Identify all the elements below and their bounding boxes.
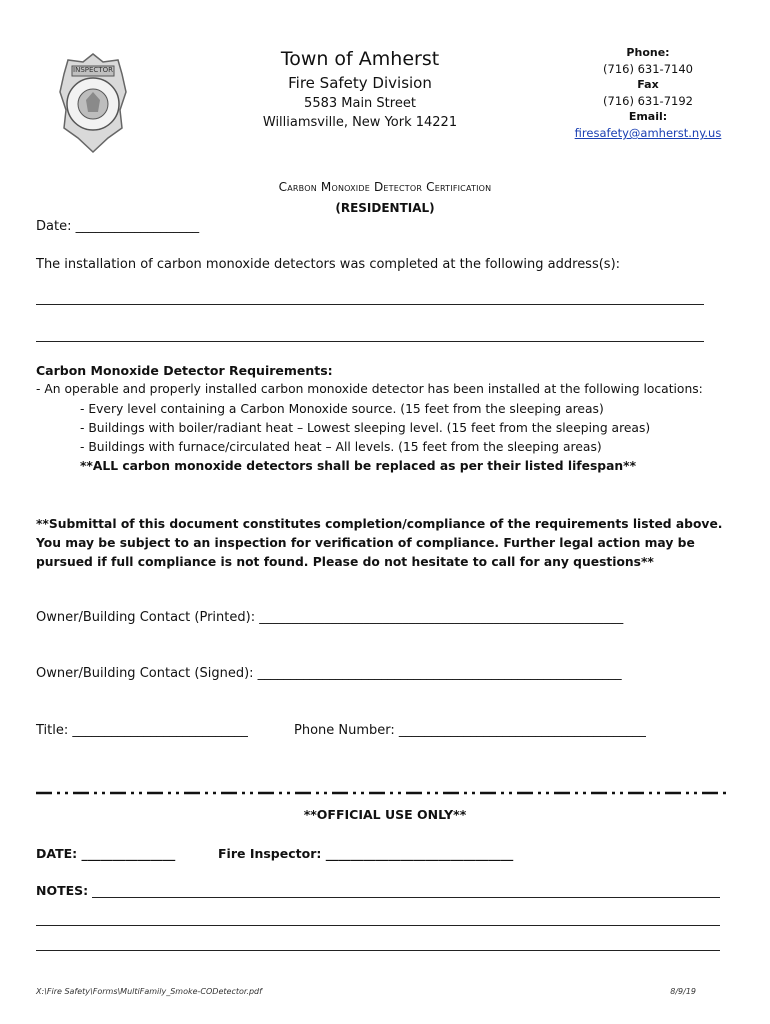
fire-inspector-field[interactable]: Fire Inspector: ______________________________	[218, 846, 514, 861]
requirements-heading: Carbon Monoxide Detector Requirements:	[36, 363, 333, 378]
cut-separator	[36, 786, 730, 796]
requirement-item: - Buildings with furnace/circulated heat – All levels. (15 feet from the sleeping areas)	[80, 440, 602, 454]
email-label: Email:	[628, 110, 668, 123]
notes-label: NOTES:	[36, 883, 89, 898]
official-date-field[interactable]: DATE: _______________	[36, 846, 176, 861]
official-use-heading: **OFFICIAL USE ONLY**	[303, 807, 467, 822]
phone-number-field[interactable]: Phone Number: ______________________________________	[294, 723, 646, 738]
fax-number: (716) 631-7192	[603, 94, 693, 108]
requirements-lead: - An operable and properly installed carbon monoxide detector has been installed at the following locations:	[36, 382, 703, 396]
requirement-item: - Buildings with boiler/radiant heat – Lowest sleeping level. (15 feet from the sleeping areas)	[80, 421, 651, 435]
notes-line-1[interactable]	[92, 897, 720, 898]
owner-printed-field[interactable]: Owner/Building Contact (Printed): ________________________________________________________	[36, 610, 624, 625]
intro-text: The installation of carbon monoxide detectors was completed at the following address(s):	[36, 257, 621, 272]
submittal-notice: **Submittal of this document constitutes completion/compliance of the requirements listed above. You may be subject to an inspection for verification of compliance. Further legal action may be pursued if full compliance is not found. Please do not hesitate to call for any questions**	[36, 517, 723, 569]
footer-date: 8/9/19	[670, 987, 696, 996]
email-link[interactable]: firesafety@amherst.ny.us	[574, 126, 722, 140]
fax-label: Fax	[637, 78, 659, 91]
lifespan-note: **ALL carbon monoxide detectors shall be replaced as per their listed lifespan**	[80, 459, 637, 473]
form-subtitle: (RESIDENTIAL)	[335, 201, 435, 215]
town-name: Town of Amherst	[280, 48, 440, 70]
badge-top-text: INSPECTOR	[73, 66, 113, 74]
footer-file-path: X:\Fire Safety\Forms\MultiFamily_Smoke-CODetector.pdf	[36, 987, 262, 996]
form-title: Carbon Monoxide Detector Certification	[278, 180, 492, 194]
street-address: 5583 Main Street	[304, 96, 416, 111]
phone-number: (716) 631-7140	[603, 62, 693, 76]
division-name: Fire Safety Division	[288, 74, 432, 92]
notes-line-3[interactable]	[36, 950, 720, 951]
notes-line-2[interactable]	[36, 925, 720, 926]
requirement-item: - Every level containing a Carbon Monoxide source. (15 feet from the sleeping areas)	[80, 402, 604, 416]
address-line-1[interactable]	[36, 304, 704, 305]
city-address: Williamsville, New York 14221	[262, 115, 458, 130]
address-line-2[interactable]	[36, 341, 704, 342]
title-field[interactable]: Title: ___________________________	[36, 723, 248, 738]
owner-signed-field[interactable]: Owner/Building Contact (Signed): ________________________________________________________	[36, 666, 622, 681]
date-field[interactable]: Date: ___________________	[36, 219, 200, 234]
phone-label: Phone:	[626, 46, 670, 59]
